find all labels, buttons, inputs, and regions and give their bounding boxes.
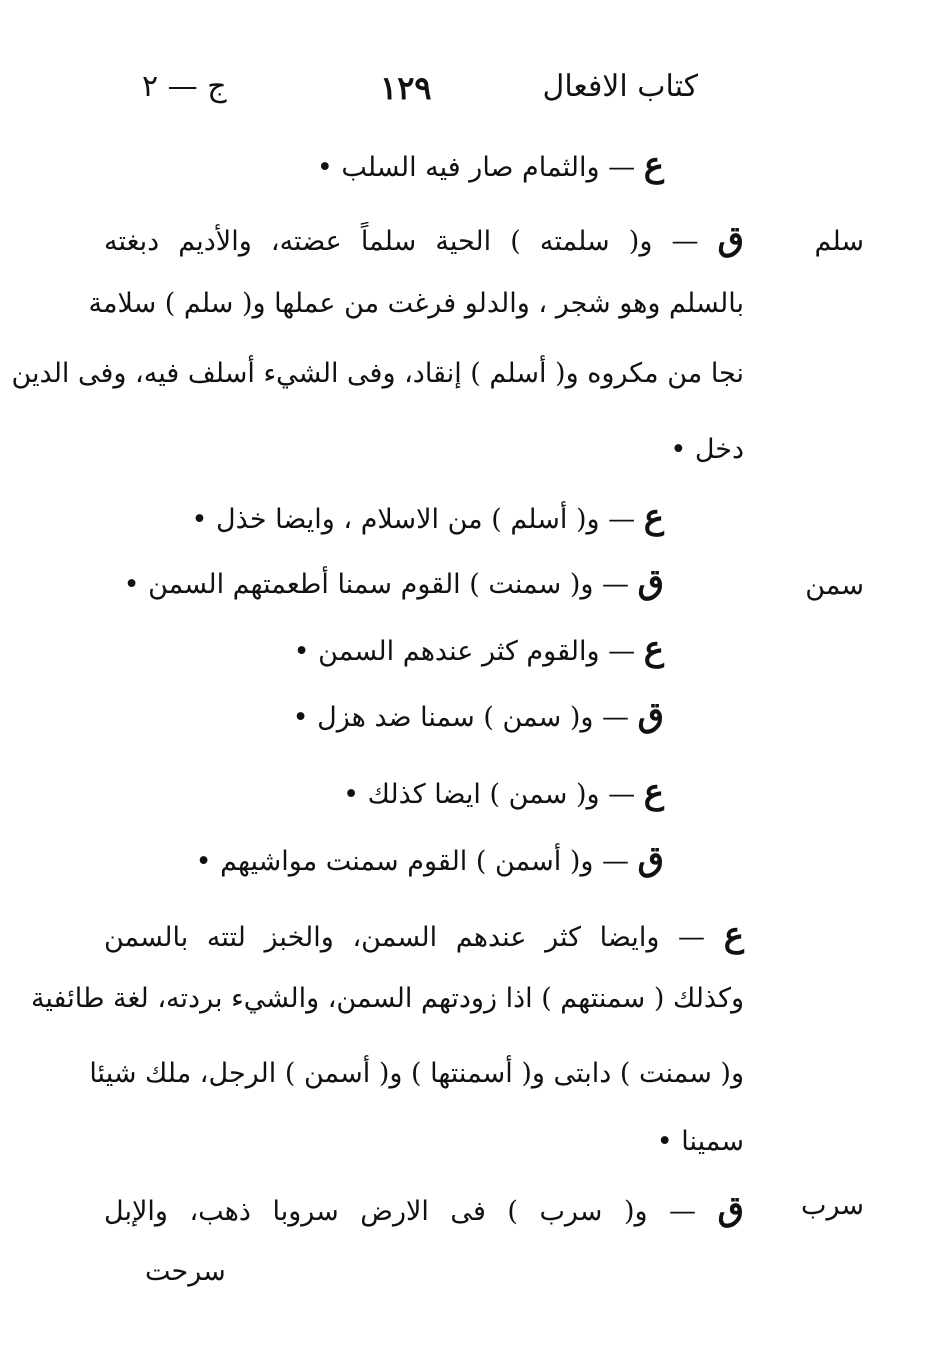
entry-text: وكذلك ( سمنتهم ) اذا زودتهم السمن، والشيء بردته، لغة طائفية — [30, 983, 744, 1014]
entry-line — [123, 562, 664, 602]
entry-marker: ق — [717, 219, 744, 259]
entry-text: — و( سمنت ) القوم سمنا أطعمتهم السمن • — [123, 569, 630, 600]
entry-text: نجا من مكروه و( أسلم ) إنقاد، وفى الشيء أسلف فيه، وفى الدين — [11, 358, 744, 389]
entry-line — [11, 358, 744, 389]
entry-text: و( سمنت ) دابتى و( أسمنتها ) و( أسمن ) الرجل، ملك شيئا — [89, 1058, 744, 1089]
entry-text: سمينا • — [656, 1126, 744, 1157]
entry-marker: ق — [637, 562, 664, 602]
entry-line — [88, 288, 744, 319]
entry-line — [292, 695, 664, 735]
entry-text: سرحت — [145, 1256, 226, 1287]
entry-marker: ع — [643, 629, 664, 669]
entry-line — [104, 1189, 744, 1229]
margin-headword: سرب — [801, 1190, 864, 1221]
entry-text: دخل • — [670, 434, 744, 465]
margin-headword: سلم — [814, 226, 864, 257]
entry-text: — والقوم كثر عندهم السمن • — [293, 636, 636, 667]
entry-line — [316, 145, 664, 185]
entry-line — [191, 497, 664, 537]
entry-text: — و( سرب ) فى الارض سروبا ذهب، والإبل — [104, 1196, 697, 1227]
entry-text: — و( سمن ) سمنا ضد هزل • — [292, 702, 630, 733]
entry-line — [657, 1128, 744, 1155]
entry-line — [30, 983, 744, 1014]
entry-text: — و( سلمته ) الحية سلماً عضته، والأديم دبغته — [104, 226, 699, 257]
entry-line — [89, 1058, 744, 1089]
entry-line — [343, 772, 664, 812]
entry-line — [104, 915, 744, 955]
entry-text: بالسلم وهو شجر ، والدلو فرغت من عملها و( سلم ) سلامة — [88, 288, 744, 319]
volume-label: ج — ٢ — [142, 69, 227, 104]
entry-text: — وايضا كثر عندهم السمن، والخبز لتته بالسمن — [104, 922, 706, 953]
entry-marker: ق — [637, 695, 664, 735]
entry-text: — و( أسلم ) من الاسلام ، وايضا خذل • — [191, 504, 636, 535]
entry-line — [670, 436, 744, 463]
entry-line — [104, 219, 744, 259]
entry-marker: ق — [717, 1189, 744, 1229]
entry-text: — والثمام صار فيه السلب • — [316, 152, 636, 183]
entry-text: — و( أسمن ) القوم سمنت مواشيهم • — [195, 846, 630, 877]
entry-marker: ق — [637, 839, 664, 879]
entry-line — [195, 839, 664, 879]
margin-headword: سمن — [805, 570, 864, 601]
entry-marker: ع — [643, 145, 664, 185]
entry-line — [145, 1258, 226, 1285]
entry-marker: ع — [643, 772, 664, 812]
running-title: كتاب الافعال — [542, 69, 698, 104]
entry-line — [293, 629, 664, 669]
entry-marker: ع — [723, 915, 744, 955]
entry-marker: ع — [643, 497, 664, 537]
page-number: ١٢٩ — [380, 69, 432, 107]
entry-text: — و( سمن ) ايضا كذلك • — [343, 779, 636, 810]
